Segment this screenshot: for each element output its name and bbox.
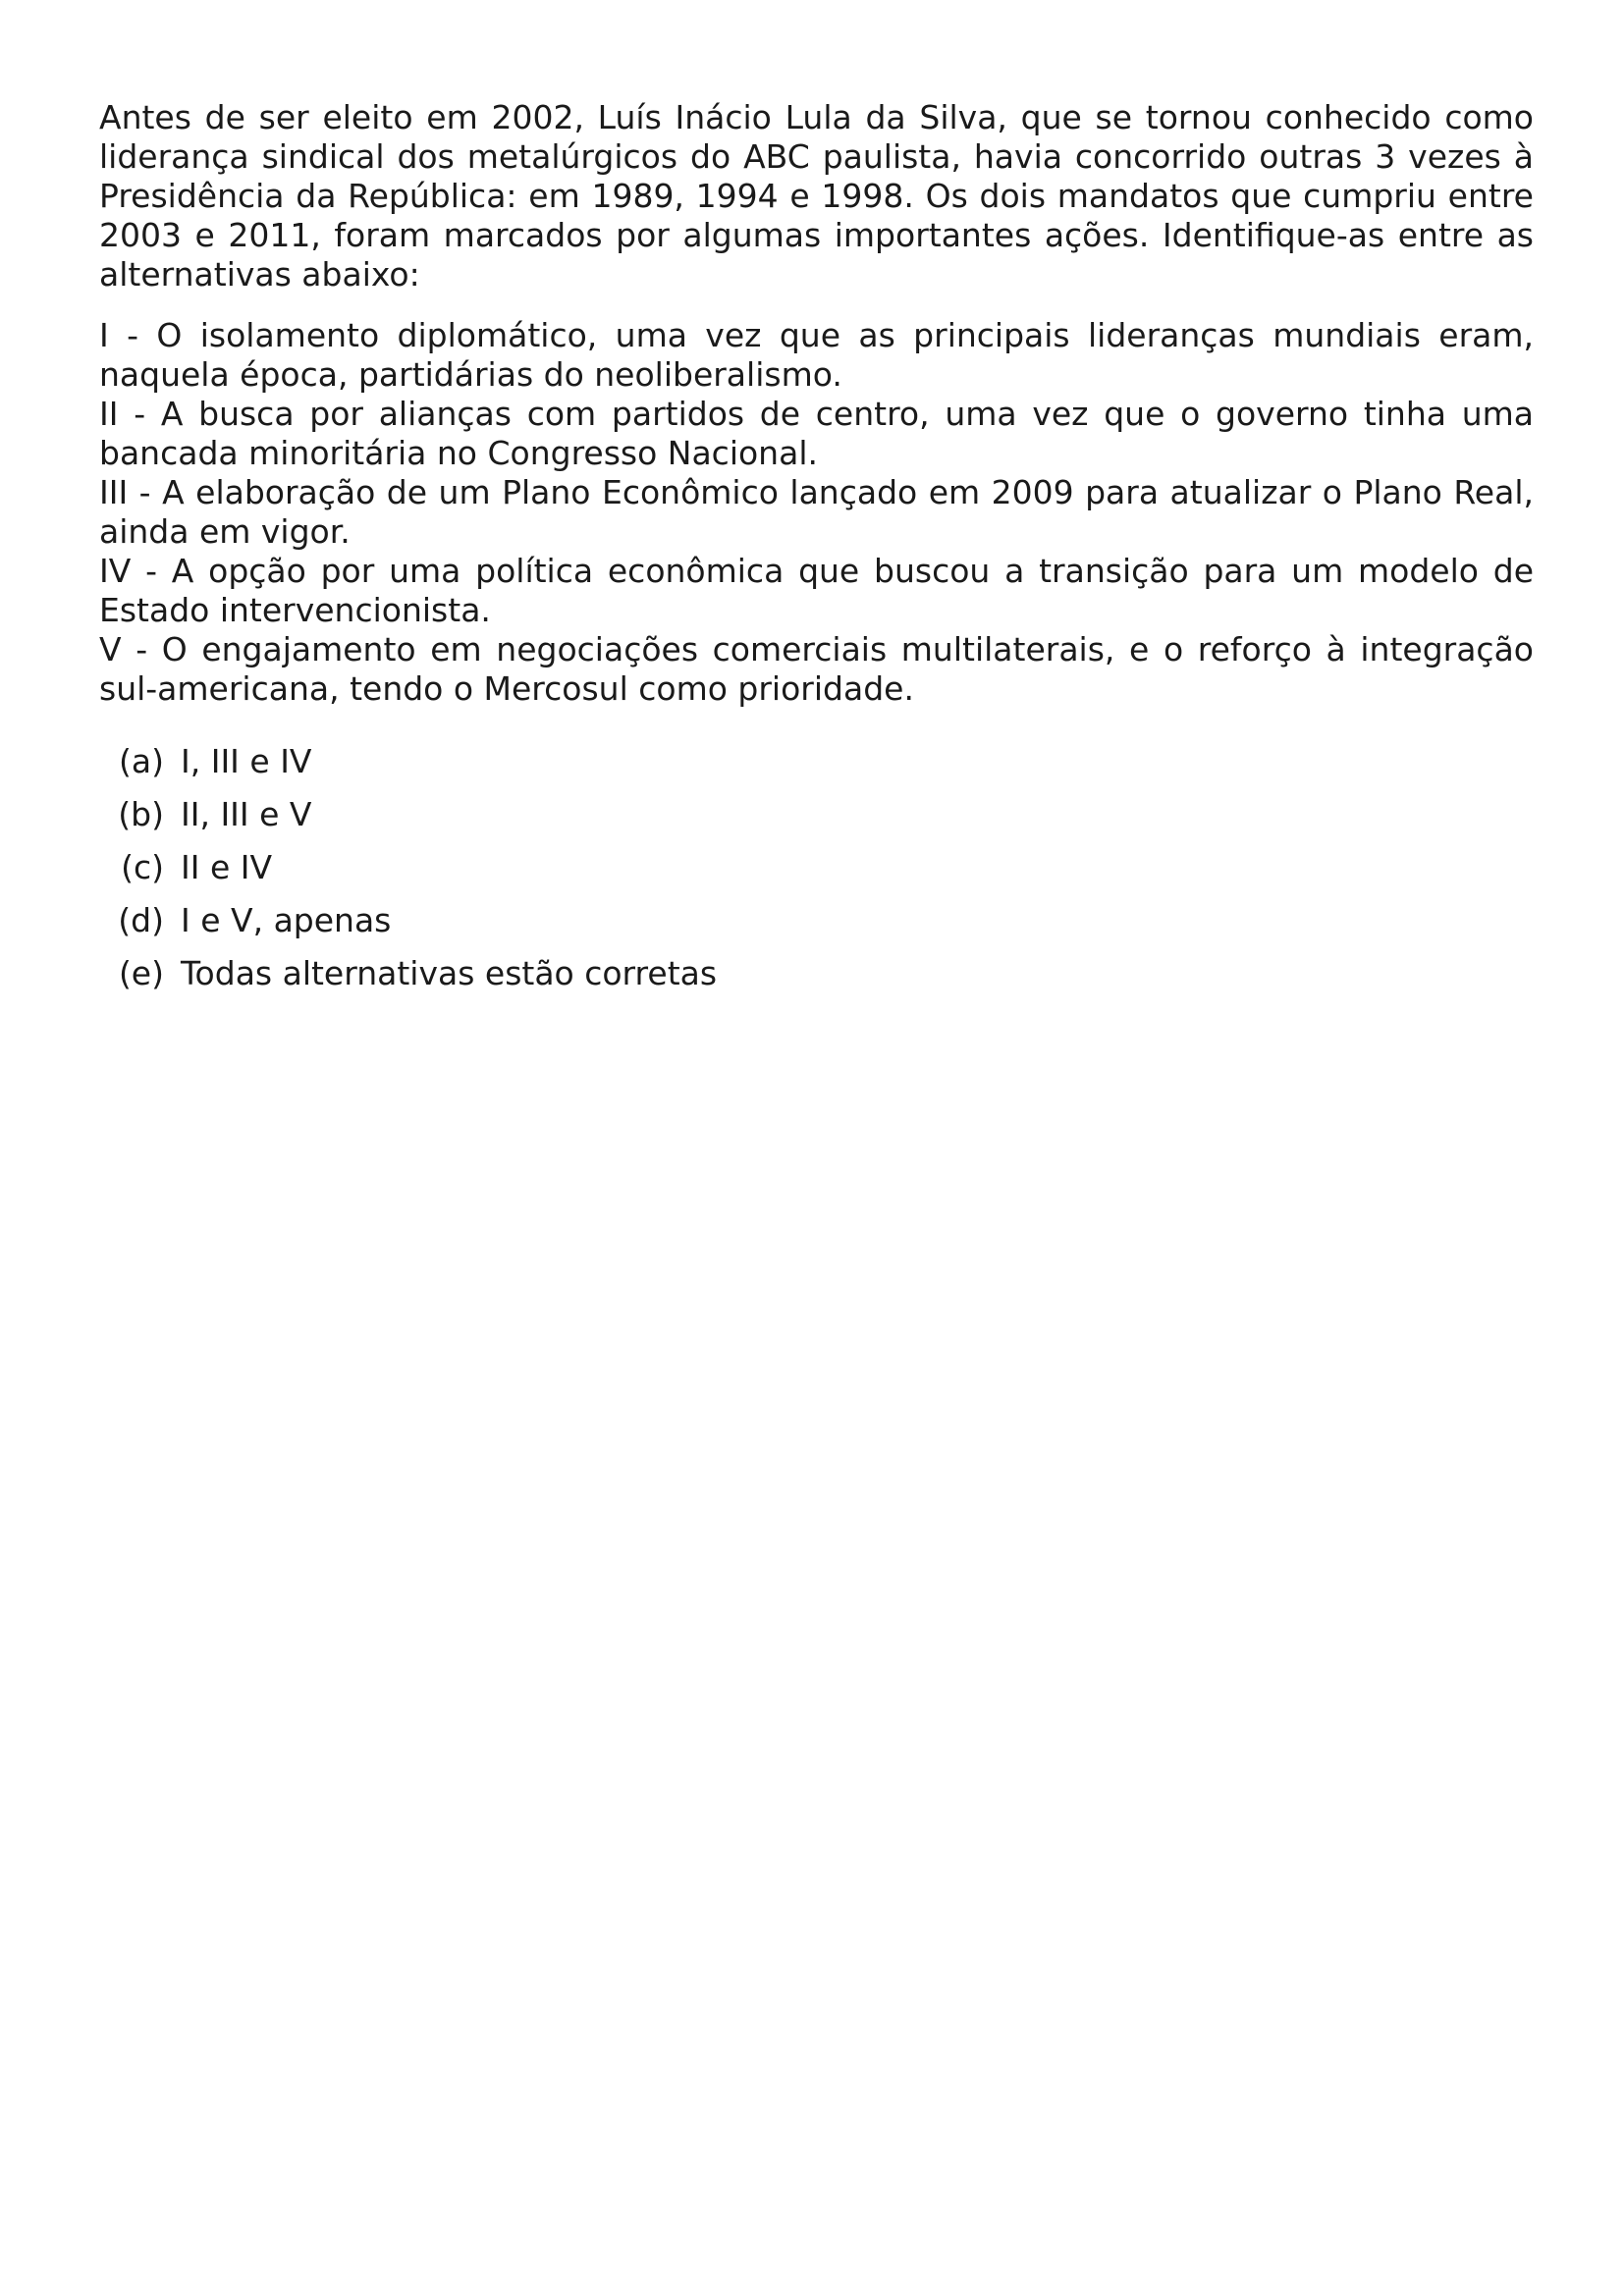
- option-text: I e V, apenas: [181, 901, 392, 939]
- option-e: [99, 954, 1534, 1007]
- answer-options: [99, 742, 1534, 1007]
- option-letter: (a): [119, 742, 164, 780]
- option-letter: (e): [118, 954, 164, 992]
- option-a: [99, 742, 1534, 795]
- statement-3: III - A elaboração de um Plano Econômico lançado em 2009 para atualizar o Plano Real, ainda em vigor.: [99, 473, 1534, 551]
- option-d: [99, 901, 1534, 954]
- option-text: I, III e IV: [181, 742, 312, 780]
- option-c: [99, 848, 1534, 901]
- option-letter: (b): [118, 795, 164, 833]
- statement-5: V - O engajamento em negociações comerciais multilaterais, e o reforço à integração sul-americana, tendo o Mercosul como prioridade.: [99, 630, 1534, 708]
- option-text: II e IV: [181, 848, 273, 886]
- statement-4: IV - A opção por uma política econômica que buscou a transição para um modelo de Estado intervencionista.: [99, 552, 1534, 629]
- option-text: Todas alternativas estão corretas: [181, 954, 718, 992]
- statement-2: II - A busca por alianças com partidos de centro, uma vez que o governo tinha uma bancada minoritária no Congresso Nacional.: [99, 395, 1534, 472]
- option-text: II, III e V: [181, 795, 312, 833]
- option-b: [99, 795, 1534, 848]
- statement-list: [99, 316, 1534, 709]
- question-intro: Antes de ser eleito em 2002, Luís Inácio Lula da Silva, que se tornou conhecido como liderança sindical dos metalúrgicos do ABC paulista, havia concorrido outras 3 vezes à Presidência da República: em 1989, 1994 e 1998. Os dois mandatos que cumpriu entre 2003 e 2011, foram marcados por algumas importantes ações. Identifique-as entre as alternativas abaixo:: [99, 98, 1534, 294]
- option-letter: (d): [118, 901, 164, 939]
- option-letter: (c): [121, 848, 164, 886]
- statement-1: I - O isolamento diplomático, uma vez que as principais lideranças mundiais eram, naquela época, partidárias do neoliberalismo.: [99, 316, 1534, 394]
- question-block: [99, 98, 1534, 1007]
